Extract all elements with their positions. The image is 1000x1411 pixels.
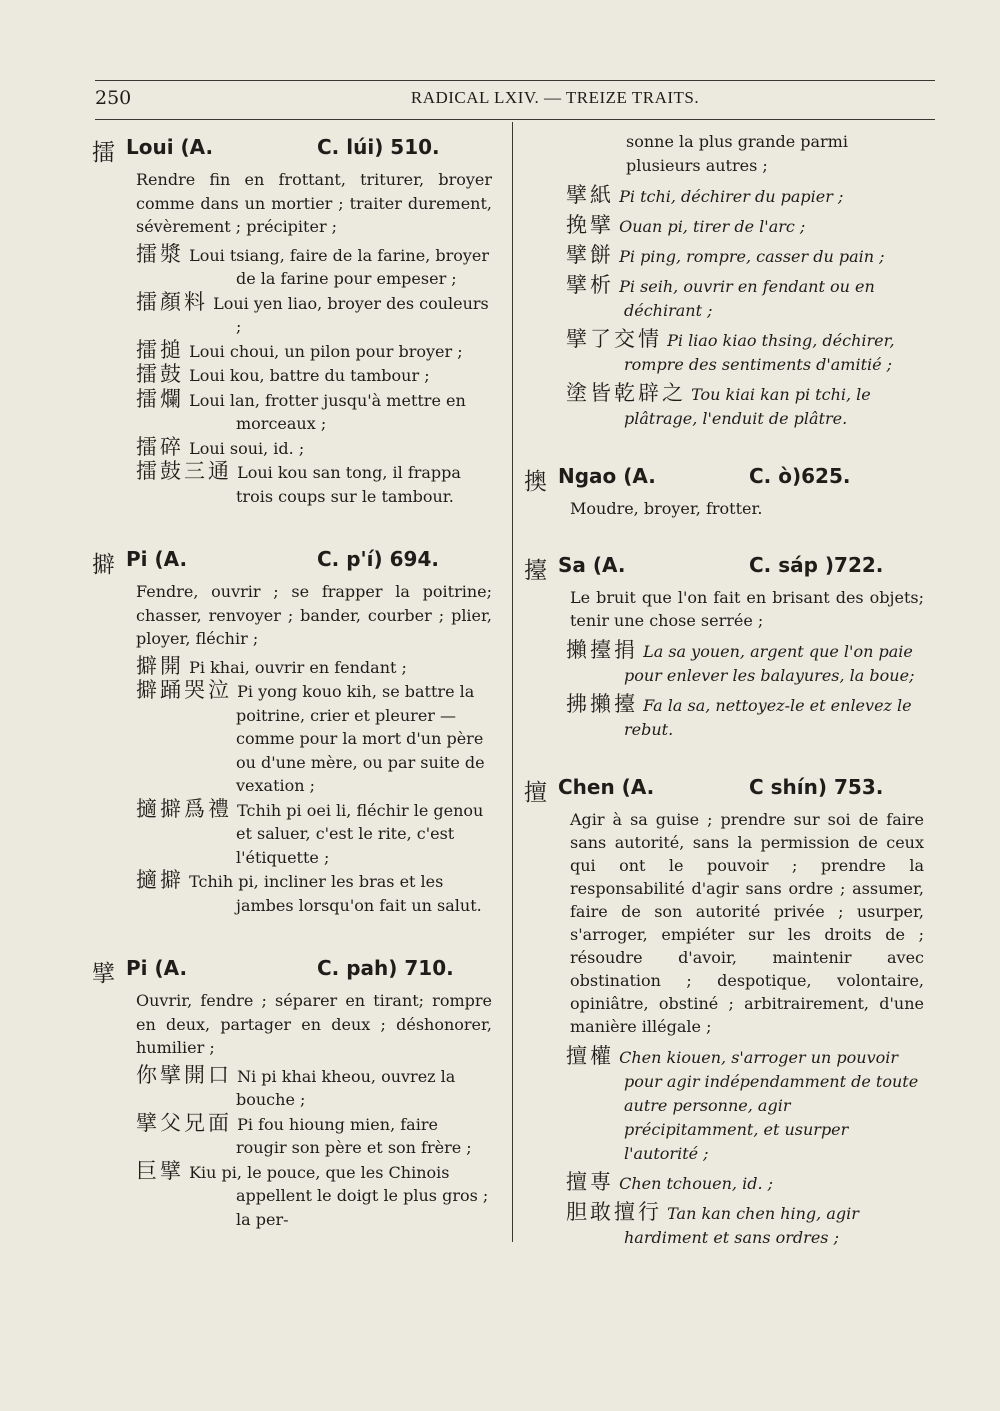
head-character: 擘 (92, 961, 115, 987)
definition: Agir à sa guise ; prendre sur soi de faire sans autorité, sans la permission de ceux qui ont le pouvoir ; prendre la responsabilité d'agir sans ordre ; assumer, faire de son autorité privée ; usurper, s'arroger, empiéter sur les droits de ; résoudre d'avoir, maintenir avec obstination ; despotique, volontaire, opiniâtre, obstiné ; arbitrairement, d'une manière illégale ; (570, 810, 924, 1036)
compound: 擅専 Chen tchouen, id. ; (566, 1170, 773, 1194)
entry-loui (92, 130, 492, 508)
entry-heading (524, 459, 924, 495)
compound: 巨擘 Kiu pi, le pouce, que les Chinois appellent le doigt le plus gros ; la per- (136, 1158, 489, 1229)
entry-sa (524, 548, 924, 742)
compound: 擂鼓 Loui kou, battre du tambour ; (136, 362, 430, 386)
continued-text: sonne la plus grande parmi plusieurs autres ; (626, 132, 848, 175)
compound: 胆敢擅行 Tan kan chen hing, agir hardiment et sans ordres ; (566, 1200, 859, 1247)
page-header (95, 80, 935, 120)
entry-heading (92, 130, 492, 166)
compound: 擂顏料 Loui yen liao, broyer des couleurs ; (136, 289, 489, 336)
definition: Ouvrir, fendre ; séparer en tirant; rompre en deux, partager en deux ; déshonorer, humilier ; (136, 991, 492, 1057)
compound: 攋擡捐 La sa youen, argent que l'on paie pour enlever les balayures, la boue; (566, 638, 915, 685)
entry-heading (524, 770, 924, 806)
cantonese-code: C. sáp )722. (749, 553, 884, 577)
compound: 塗皆乾辟之 Tou kiai kan pi tchi, le plâtrage, l'enduit de plâtre. (566, 381, 871, 428)
right-column (524, 130, 924, 1264)
left-column (92, 130, 492, 1245)
romanization: Loui (A. (126, 135, 214, 159)
definition: Le bruit que l'on fait en brisant des objets; tenir une chose serrée ; (570, 588, 924, 630)
entry-heading (92, 542, 492, 578)
running-title: RADICAL LXIV. — TREIZE TRAITS. (410, 88, 700, 107)
romanization: Ngao (A. (558, 464, 656, 488)
compound: 擿擗爲禮 Tchih pi oei li, fléchir le genou et saluer, c'est le rite, c'est l'étiquette ; (136, 796, 484, 867)
romanization: Pi (A. (126, 547, 188, 571)
compound: 擗開 Pi khai, ouvrir en fendant ; (136, 653, 407, 678)
compound: 擂鼓三通 Loui kou san tong, il frappa trois coups sur le tambour. (136, 459, 461, 506)
romanization: Chen (A. (558, 775, 655, 799)
definition: Fendre, ouvrir ; se frapper la poitrine; chasser, renvoyer ; bander, courber ; plier, ployer, fléchir ; (136, 582, 492, 648)
cantonese-code: C. p'í) 694. (317, 547, 439, 571)
column-divider (512, 122, 513, 1242)
cantonese-code: C. lúi) 510. (317, 135, 440, 159)
compound: 擂漿 Loui tsiang, faire de la farine, broyer de la farine pour empeser ; (136, 241, 490, 288)
compound: 擂碎 Loui soui, id. ; (136, 434, 305, 459)
entry-heading (524, 548, 924, 584)
head-character: 擙 (524, 469, 547, 495)
compound: 你擘開口 Ni pi khai kheou, ouvrez la bouche ; (136, 1062, 456, 1109)
page-number: 250 (95, 87, 132, 109)
head-character: 擅 (524, 780, 547, 806)
head-character: 擡 (524, 558, 547, 584)
head-character: 擗 (92, 552, 115, 578)
compound: 拂攋擡 Fa la sa, nettoyez-le et enlevez le rebut. (566, 692, 912, 739)
definition: Moudre, broyer, frotter. (570, 499, 763, 518)
entry-pi-1 (92, 542, 492, 917)
romanization: Sa (A. (558, 553, 626, 577)
compound: 擂爛 Loui lan, frotter jusqu'à mettre en morceaux ; (136, 386, 466, 433)
compound: 擘了交情 Pi liao kiao thsing, déchirer, rompre des sentiments d'amitié ; (566, 327, 895, 374)
cantonese-code: C shín) 753. (749, 775, 884, 799)
compound: 擘紙 Pi tchi, déchirer du papier ; (566, 183, 844, 207)
entry-pi-2 (92, 951, 492, 1231)
cantonese-code: C. ò)625. (749, 464, 851, 488)
compound: 擘父兄面 Pi fou hioung mien, faire rougir son père et son frère ; (136, 1110, 472, 1157)
cantonese-code: C. pah) 710. (317, 956, 454, 980)
definition: Rendre fin en frottant, triturer, broyer comme dans un mortier ; traiter durement, sévèrement ; précipiter ; (136, 170, 492, 236)
entry-heading (92, 951, 492, 987)
head-character: 擂 (92, 140, 115, 166)
entry-ngao (524, 459, 924, 520)
compound: 擂搥 Loui choui, un pilon pour broyer ; (136, 337, 463, 362)
compound: 挽擘 Ouan pi, tirer de l'arc ; (566, 213, 806, 237)
compound: 擘析 Pi seih, ouvrir en fendant ou en déchirant ; (566, 273, 875, 320)
entry-chen (524, 770, 924, 1250)
romanization: Pi (A. (126, 956, 188, 980)
compound: 擅權 Chen kiouen, s'arroger un pouvoir pour agir indépendamment de toute autre personne, agir précipitamment, et usurper l'autorité ; (566, 1044, 919, 1163)
compound: 擘餅 Pi ping, rompre, casser du pain ; (566, 243, 885, 267)
compound: 擗踊哭泣 Pi yong kouo kih, se battre la poitrine, crier et pleurer — comme pour la mort d'un père ou d'une mère, ou par suite de vexation ; (136, 678, 485, 795)
compound: 擿擗 Tchih pi, incliner les bras et les jambes lorsqu'on fait un salut. (136, 868, 482, 915)
